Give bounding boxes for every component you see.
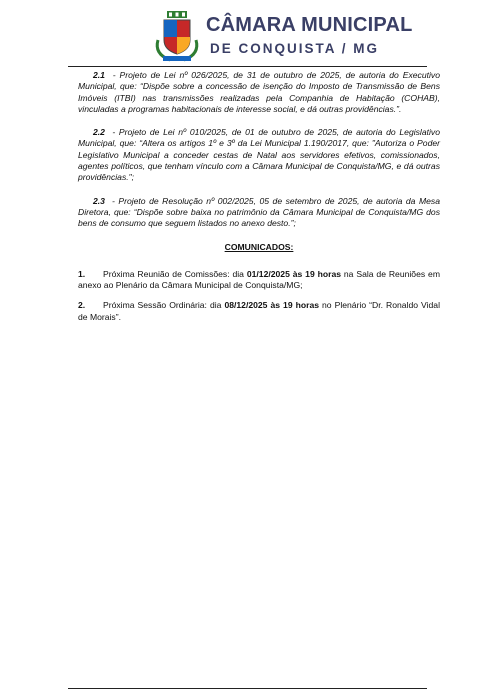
notice-text: Próxima Reunião de Comissões: dia	[103, 268, 247, 279]
item-number: 2.1	[93, 70, 105, 80]
notice-number: 1.	[78, 268, 86, 279]
notice-datetime: 08/12/2025 às 19 horas	[224, 300, 320, 311]
notice-datetime: 01/12/2025 às 19 horas	[246, 268, 342, 279]
notice-text: na Sala de Reuniões em anexo ao Plenário da Câmara Municipal de Conquista/MG;	[78, 268, 440, 291]
item-number: 2.2	[93, 127, 105, 138]
header-rule	[68, 66, 427, 67]
agenda-item	[78, 127, 440, 183]
notice-number: 2.	[78, 300, 86, 311]
item-text: - Projeto de Lei nº 026/2025, de 31 de outubro de 2025, de autoria do Executivo Municipal, que: “Dispõe sobre a concessão de isenção do Imposto de Transmissão de Bens Imóveis (ITBI) nas transmissões realizadas pela Companhia de Habitação (COHAB), vinculadas a programas habitacionais de interesse social, e dá outras providências.”.	[78, 70, 440, 114]
letterhead	[0, 8, 495, 66]
org-subtitle: DE CONQUISTA / MG	[210, 41, 379, 56]
org-name: CÂMARA MUNICIPAL	[206, 14, 413, 36]
agenda-item	[78, 70, 440, 115]
agenda-item	[78, 196, 440, 230]
item-text: - Projeto de Lei nº 010/2025, de 01 de outubro de 2025, de autoria do Legislativo Municipal, que: “Altera os artigos 1º e 3º da Lei Municipal 1.190/2017, que: "Autoriza o Poder Legislativo Municipal a conceder cestas de Natal aos servidores efetivos, comissionados, agentes políticos, que tenham vínculo com a Câmara Municipal de Conquista/MG, e dá outras providências.";	[78, 127, 440, 183]
notice-text: Próxima Sessão Ordinária: dia	[103, 300, 225, 311]
municipal-crest-icon	[150, 10, 204, 64]
section-heading: COMUNICADOS:	[224, 241, 294, 252]
document-body	[78, 70, 440, 332]
item-text: - Projeto de Resolução nº 002/2025, 05 de setembro de 2025, de autoria da Mesa Diretora, que: “Dispõe sobre baixa no patrimônio da Câmara Municipal de Conquista/MG dos bens de consumo que seguem listados no anexo desto.”;	[78, 195, 440, 229]
notice-text: no Plenário “Dr. Ronaldo Vidal de Morais”.	[78, 300, 440, 322]
item-number: 2.3	[93, 195, 105, 206]
notice-item	[78, 269, 440, 292]
notice-item	[78, 300, 440, 323]
footer-rule	[68, 688, 427, 689]
